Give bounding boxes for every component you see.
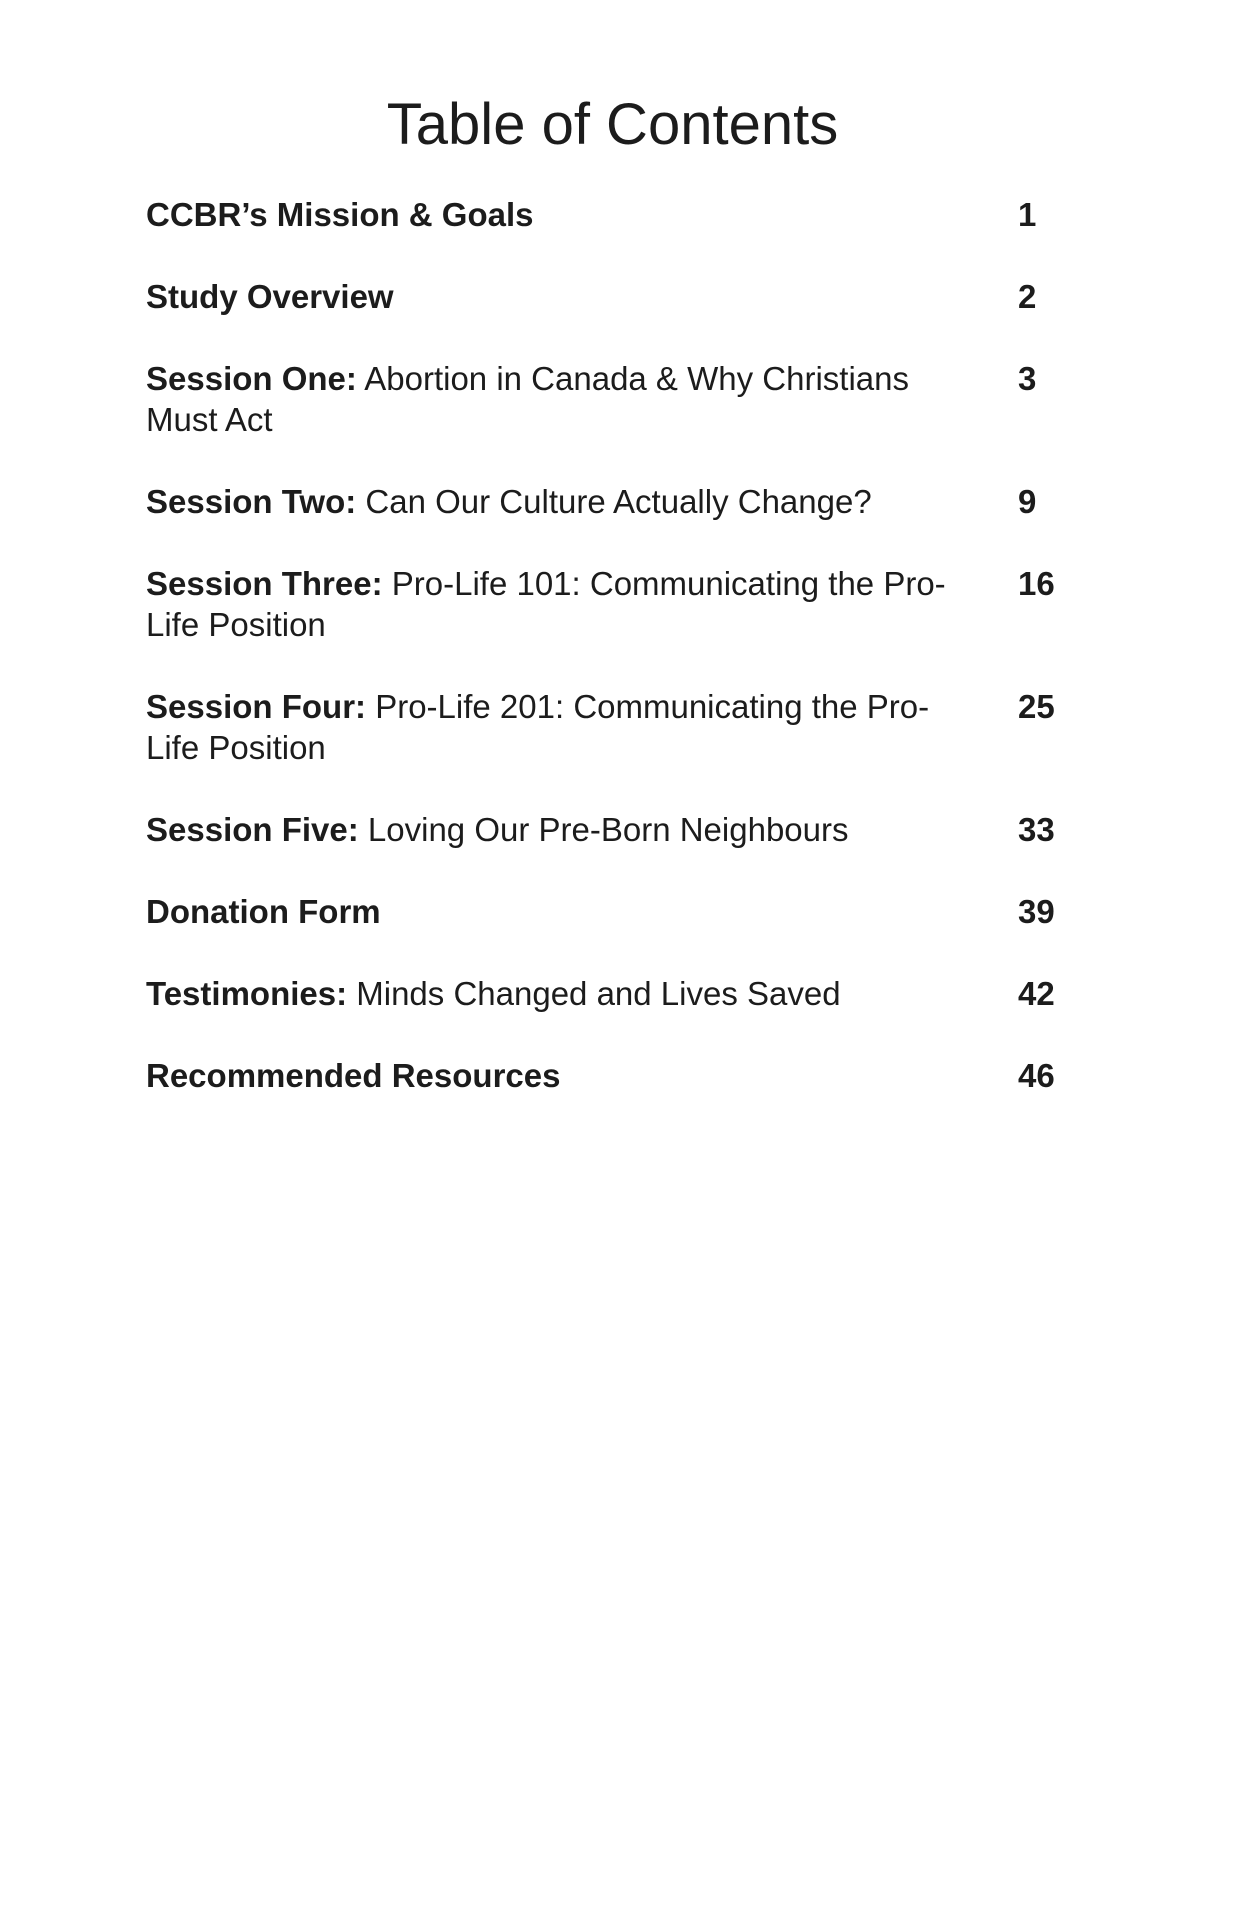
toc-entry-session-five bbox=[146, 809, 1071, 850]
toc-entry-heading: Study Overview bbox=[146, 278, 394, 315]
page-title: Table of Contents bbox=[386, 92, 839, 157]
toc-entry-study-overview bbox=[146, 276, 1071, 317]
toc-entry-session-two bbox=[146, 481, 1071, 522]
toc-entry-heading: Session Three: bbox=[146, 565, 383, 602]
toc-entry-text bbox=[146, 1055, 946, 1096]
toc-entry-text bbox=[146, 563, 946, 645]
toc-entry-heading: Donation Form bbox=[146, 893, 381, 930]
toc-entry-subtitle: Loving Our Pre-Born Neighbours bbox=[358, 811, 849, 848]
toc-entry-heading: Session Five: bbox=[146, 811, 359, 848]
toc-entry-page-number: 46 bbox=[1018, 1057, 1055, 1094]
toc-entry-text bbox=[146, 481, 946, 522]
toc-entry-subtitle: Pro-Life 201: Communicating the Pro-Life Position bbox=[146, 688, 930, 766]
toc-entry-heading: Session Four: bbox=[146, 688, 367, 725]
toc-entry-subtitle: Can Our Culture Actually Change? bbox=[356, 483, 872, 520]
toc-entry-text bbox=[146, 686, 946, 768]
toc-entry-page-number: 42 bbox=[1018, 975, 1055, 1012]
toc-entry-session-three bbox=[146, 563, 1071, 645]
toc-entry-text bbox=[146, 276, 946, 317]
toc-entry-page-number: 33 bbox=[1018, 811, 1055, 848]
toc-list bbox=[146, 194, 1071, 1137]
toc-entry-text bbox=[146, 891, 946, 932]
toc-entry-page-number: 25 bbox=[1018, 688, 1055, 725]
toc-entry-session-one bbox=[146, 358, 1071, 440]
toc-entry-session-four bbox=[146, 686, 1071, 768]
toc-entry-page-number: 1 bbox=[1018, 196, 1037, 233]
toc-entry-page-number: 39 bbox=[1018, 893, 1055, 930]
toc-entry-heading: Recommended Resources bbox=[146, 1057, 561, 1094]
toc-entry-heading: Session One: bbox=[146, 360, 357, 397]
toc-entry-subtitle: Pro-Life 101: Communicating the Pro-Life Position bbox=[146, 565, 946, 643]
toc-entry-page-number: 3 bbox=[1018, 360, 1037, 397]
toc-entry-heading: Testimonies: bbox=[146, 975, 348, 1012]
toc-entry-page-number: 2 bbox=[1018, 278, 1037, 315]
toc-entry-page-number: 16 bbox=[1018, 565, 1055, 602]
toc-entry-recommended-resources bbox=[146, 1055, 1071, 1096]
toc-entry-mission-goals bbox=[146, 194, 1071, 235]
toc-entry-text bbox=[146, 973, 946, 1014]
toc-entry-text bbox=[146, 358, 946, 440]
toc-entry-page-number: 9 bbox=[1018, 483, 1037, 520]
toc-entry-subtitle: Abortion in Canada & Why Christians Must Act bbox=[146, 360, 909, 438]
toc-entry-subtitle: Minds Changed and Lives Saved bbox=[347, 975, 841, 1012]
toc-entry-text bbox=[146, 194, 946, 235]
toc-entry-testimonies bbox=[146, 973, 1071, 1014]
toc-entry-heading: Session Two: bbox=[146, 483, 357, 520]
toc-entry-text bbox=[146, 809, 946, 850]
toc-entry-heading: CCBR’s Mission & Goals bbox=[146, 196, 534, 233]
toc-entry-donation-form bbox=[146, 891, 1071, 932]
